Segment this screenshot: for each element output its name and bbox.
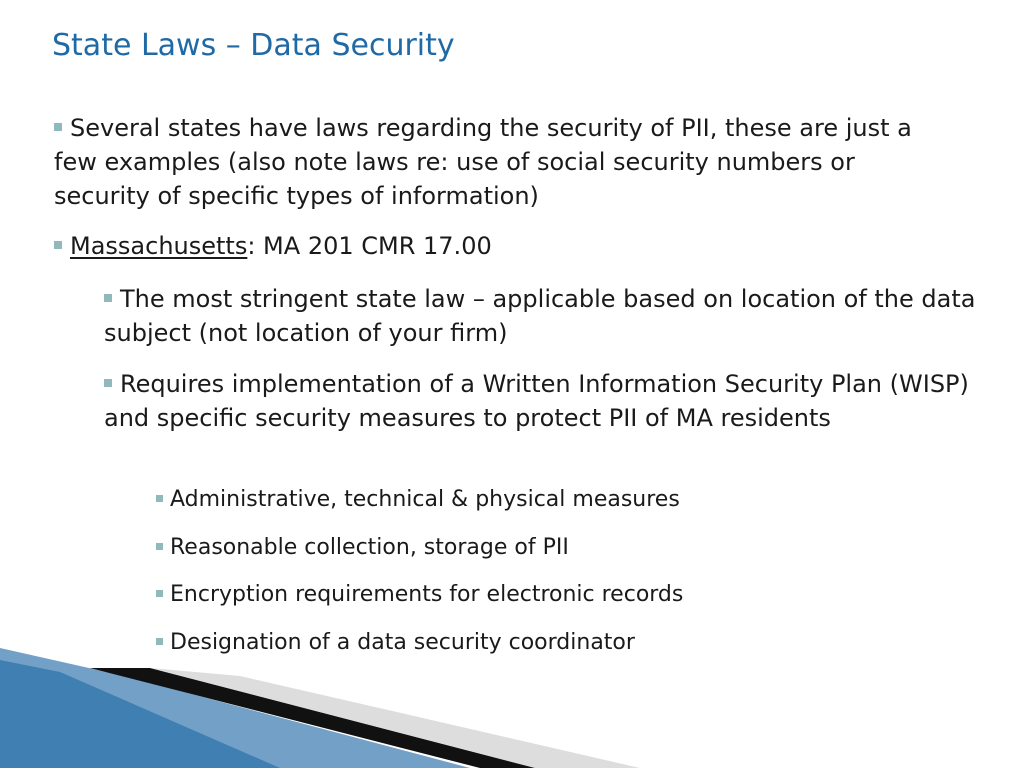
bullet-square-icon [104, 294, 112, 302]
bullet-square-icon [156, 638, 163, 645]
bullet-text: Requires implementation of a Written Information Security Plan (WISP) and specific security measures to protect PII of MA residents [104, 370, 969, 432]
bullet-text: The most stringent state law – applicable based on location of the data subject (not location of your firm) [104, 285, 976, 347]
bullet-square-icon [156, 543, 163, 550]
bullet-heading-massachusetts: Massachusetts [70, 232, 248, 260]
bullet-text: Designation of a data security coordinator [170, 630, 635, 655]
page-title: State Laws – Data Security [52, 28, 455, 63]
bullet-text: Reasonable collection, storage of PII [170, 535, 569, 560]
bullet-text: Encryption requirements for electronic records [170, 582, 684, 607]
bullet-square-icon [156, 590, 163, 597]
bullet-square-icon [54, 241, 62, 249]
bullet-square-icon [104, 379, 112, 387]
bullet-text: Administrative, technical & physical measures [170, 487, 680, 512]
sub-sub-bullet-item [156, 580, 956, 610]
sub-sub-bullet-item [156, 485, 956, 515]
bullet-square-icon [54, 123, 62, 131]
sub-sub-bullet-item [156, 628, 956, 658]
sub-sub-bullet-item [156, 533, 956, 563]
bullet-square-icon [156, 495, 163, 502]
sub-bullet-item [104, 367, 984, 435]
bullet-item [54, 229, 954, 263]
bullet-text: : MA 201 CMR 17.00 [247, 232, 492, 260]
bullet-text: Several states have laws regarding the security of PII, these are just a few examples (also note laws re: use of social security numbers or security of specific types of information) [54, 114, 912, 210]
sub-bullet-item [104, 282, 984, 350]
bullet-item [54, 111, 954, 213]
